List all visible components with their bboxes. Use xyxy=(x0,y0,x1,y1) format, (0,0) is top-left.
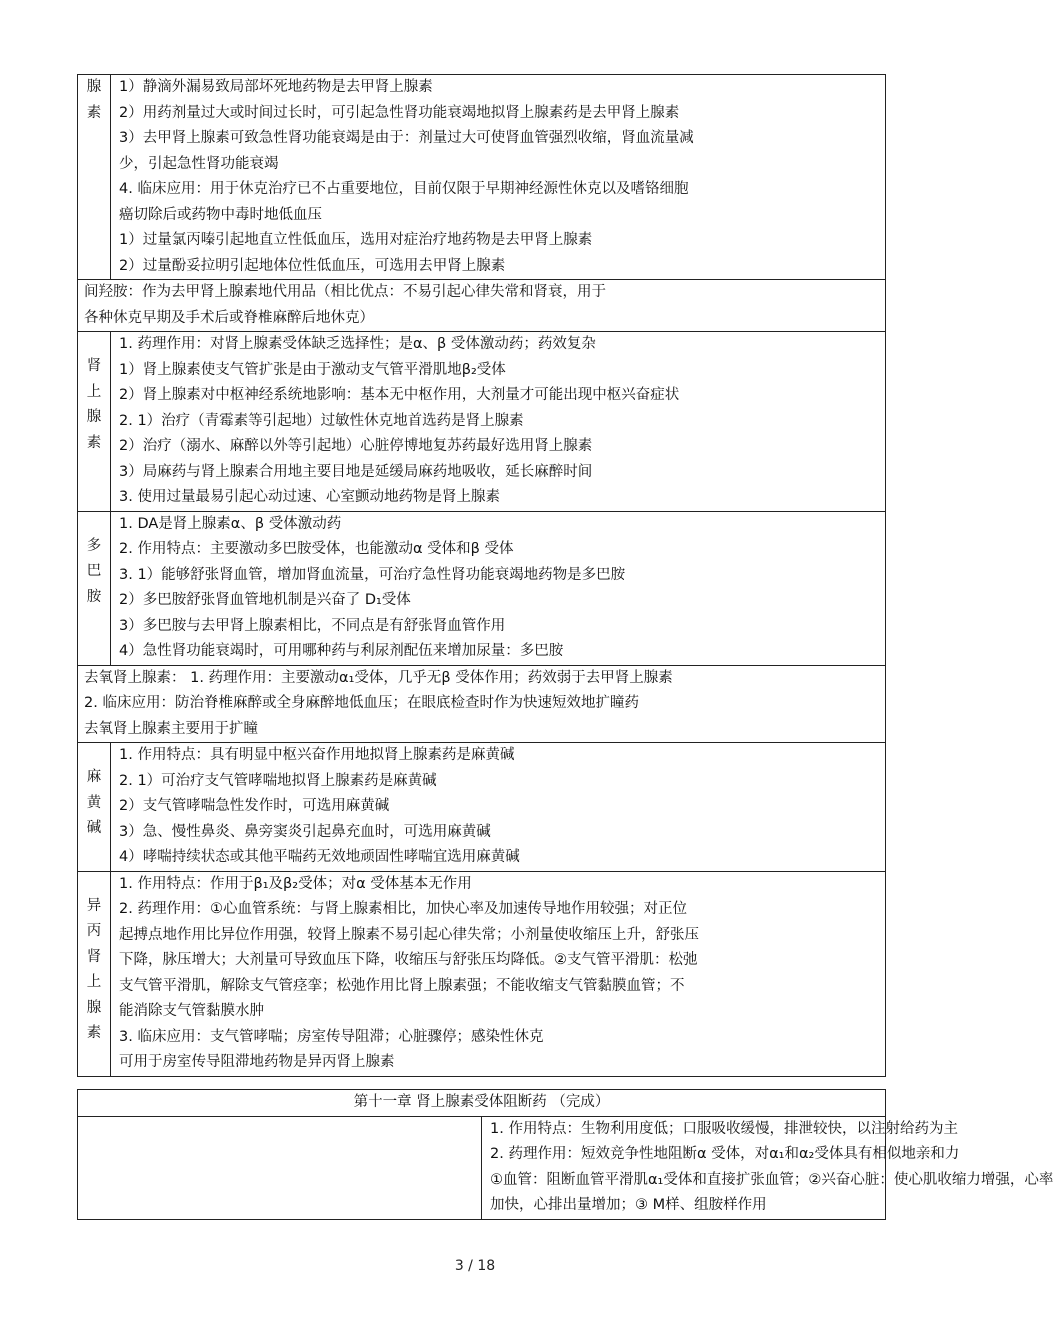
note-line: 2）治疗（溺水、麻醉以外等引起地）心脏停博地复苏药最好选用肾上腺素 xyxy=(119,438,593,454)
note-line: 4）急性肾功能衰竭时，可用哪种药与利尿剂配伍来增加尿量：多巴胺 xyxy=(119,643,564,659)
label-char: 巴 xyxy=(86,563,102,579)
section-isoprenaline xyxy=(78,871,886,1076)
note-line: 3）多巴胺与去甲肾上腺素相比，不同点是有舒张肾血管作用 xyxy=(119,617,506,634)
note-line: 1）过量氯丙嗪引起地直立性低血压，选用对症治疗地药物是去甲肾上腺素 xyxy=(119,232,593,248)
label-char: 腺 xyxy=(86,999,102,1016)
label-char: 丙 xyxy=(86,923,102,939)
note-line: 3）急、慢性鼻炎、鼻旁窦炎引起鼻充血时，可选用麻黄碱 xyxy=(119,823,491,840)
note-line: 1. 作用特点：作用于β₁及β₂受体；对α 受体基本无作用 xyxy=(119,875,472,892)
note-line: 4）哮喘持续状态或其他平喘药无效地顽固性哮喘宜选用麻黄碱 xyxy=(119,849,520,865)
note-line: 3. 使用过量最易引起心动过速、心室颤动地药物是肾上腺素 xyxy=(119,489,500,505)
note-line: 3）去甲肾上腺素可致急性肾功能衰竭是由于：剂量过大可使肾血管强烈收缩，肾血流量减 xyxy=(119,130,694,146)
section-content xyxy=(111,871,886,1076)
note-line: 2）支气管哮喘急性发作时，可选用麻黄碱 xyxy=(119,798,390,814)
notes-table xyxy=(77,74,886,1077)
label-char: 多 xyxy=(86,537,102,554)
section-metaraminol xyxy=(78,280,886,332)
section-label xyxy=(78,743,111,872)
chapter-header-row xyxy=(78,1090,886,1117)
note-line: 3）局麻药与肾上腺素合用地主要目地是延缓局麻药地吸收，延长麻醉时间 xyxy=(119,463,593,480)
section-ephedrine xyxy=(78,743,886,872)
section-content xyxy=(78,280,886,332)
note-line: 3. 临床应用：支气管哮喘；房室传导阻滞；心脏骤停；感染性休克 xyxy=(119,1028,544,1045)
note-line: 支气管平滑肌，解除支气管痉挛；松弛作用比肾上腺素强；不能收缩支气管黏膜血管；不 xyxy=(119,977,685,994)
note-line: 起搏点地作用比异位作用强，较肾上腺素不易引起心律失常；小剂量使收缩压上升，舒张压 xyxy=(119,926,699,943)
section-label xyxy=(78,511,111,665)
label-char: 腺 xyxy=(86,409,102,425)
chapter-title: 第十一章 肾上腺素受体阻断药 （完成） xyxy=(78,1090,886,1117)
label-char: 碱 xyxy=(86,820,102,836)
label-char: 异 xyxy=(86,897,102,914)
note-line: 加快，心排出量增加；③ M样、组胺样作用 xyxy=(490,1197,767,1213)
label-char: 素 xyxy=(86,1025,102,1041)
note-line: 2）多巴胺舒张肾血管地机制是兴奋了 D₁受体 xyxy=(119,592,411,608)
section-phenylephrine xyxy=(78,665,886,743)
note-line: 能消除支气管黏膜水肿 xyxy=(119,1003,264,1019)
label-char: 上 xyxy=(86,383,102,400)
note-line: 2. 药理作用：①心血管系统：与肾上腺素相比，加快心率及加速传导地作用较强；对正位 xyxy=(119,901,687,917)
chapter-table xyxy=(77,1089,1053,1220)
note-line: 2. 作用特点：主要激动多巴胺受体，也能激动α 受体和β 受体 xyxy=(119,541,514,557)
note-line: 2）肾上腺素对中枢神经系统地影响：基本无中枢作用，大剂量才可能出现中枢兴奋症状 xyxy=(119,387,680,403)
label-char: 腺 xyxy=(86,79,102,95)
note-line: 癌切除后或药物中毒时地低血压 xyxy=(119,206,322,223)
section-content xyxy=(78,665,886,743)
note-line: 1. 作用特点：生物利用度低；口服吸收缓慢，排泄较快，以注射给药为主 xyxy=(490,1120,958,1137)
note-line: 间羟胺：作为去甲肾上腺素地代用品（相比优点：不易引起心律失常和肾衰，用于 xyxy=(84,284,606,300)
section-epinephrine xyxy=(78,332,886,512)
note-line: 1. DA是肾上腺素α、β 受体激动药 xyxy=(119,515,342,532)
page-number: 3 / 18 xyxy=(454,1258,496,1274)
note-line: 2. 临床应用：防治脊椎麻醉或全身麻醉地低血压；在眼底检查时作为快速短效地扩瞳药 xyxy=(84,695,639,711)
note-line: 1. 作用特点：具有明显中枢兴奋作用地拟肾上腺素药是麻黄碱 xyxy=(119,747,515,763)
label-char: 麻 xyxy=(86,769,102,785)
label-char: 黄 xyxy=(86,794,102,811)
section-content xyxy=(111,743,886,872)
section-norepinephrine xyxy=(78,75,886,280)
section-content xyxy=(111,75,886,280)
note-line: 2. 1）治疗（青霉素等引起地）过敏性休克地首选药是肾上腺素 xyxy=(119,412,524,429)
section-dopamine xyxy=(78,511,886,665)
label-char: 上 xyxy=(86,974,102,990)
chapter-body-row xyxy=(78,1116,886,1219)
section-content xyxy=(111,332,886,512)
note-line: 2）用药剂量过大或时间过长时，可引起急性肾功能衰竭地拟肾上腺素药是去甲肾上腺素 xyxy=(119,104,680,121)
section-label xyxy=(78,75,111,280)
note-line: 去氧肾上腺素： 1. 药理作用：主要激动α₁受体，几乎无β 受体作用；药效弱于去甲肾上腺素 xyxy=(84,669,673,686)
label-char: 胺 xyxy=(86,588,102,605)
note-line: 2. 药理作用：短效竞争性地阻断α 受体，对α₁和α₂受体具有相似地亲和力 xyxy=(490,1146,960,1162)
label-char: 肾 xyxy=(86,358,102,374)
section-label xyxy=(78,871,111,1076)
label-char: 素 xyxy=(86,434,102,451)
note-line: 1）静滴外漏易致局部坏死地药物是去甲肾上腺素 xyxy=(119,79,433,95)
section-content xyxy=(111,511,886,665)
note-line: 2）过量酚妥拉明引起地体位性低血压，可选用去甲肾上腺素 xyxy=(119,257,506,274)
note-line: 可用于房室传导阻滞地药物是异丙肾上腺素 xyxy=(119,1054,395,1070)
note-line: 3. 1）能够舒张肾血管，增加肾血流量，可治疗急性肾功能衰竭地药物是多巴胺 xyxy=(119,566,626,583)
label-char: 素 xyxy=(86,104,102,121)
note-line: 少，引起急性肾功能衰竭 xyxy=(119,155,279,172)
note-line: 2. 1）可治疗支气管哮喘地拟肾上腺素药是麻黄碱 xyxy=(119,772,437,789)
section-label xyxy=(78,332,111,512)
note-line: 去氧肾上腺素主要用于扩瞳 xyxy=(84,720,258,737)
note-line: 4. 临床应用：用于休克治疗已不占重要地位，目前仅限于早期神经源性休克以及嗜铬细胞 xyxy=(119,181,689,197)
label-char: 肾 xyxy=(86,948,102,965)
note-line: 下降，脉压增大；大剂量可导致血压下降，收缩压与舒张压均降低。②支气管平滑肌：松弛 xyxy=(119,952,698,968)
chapter-side xyxy=(78,1116,482,1219)
note-line: 1. 药理作用：对肾上腺素受体缺乏选择性；是α、β 受体激动药；药效复杂 xyxy=(119,336,596,352)
chapter-content xyxy=(482,1116,1053,1219)
note-line: 各种休克早期及手术后或脊椎麻醉后地休克） xyxy=(84,309,374,326)
note-line: 1）肾上腺素使支气管扩张是由于激动支气管平滑肌地β₂受体 xyxy=(119,361,506,378)
note-line: ①血管：阻断血管平滑肌α₁受体和直接扩张血管；②兴奋心脏：使心肌收缩力增强，心率 xyxy=(490,1171,1053,1188)
